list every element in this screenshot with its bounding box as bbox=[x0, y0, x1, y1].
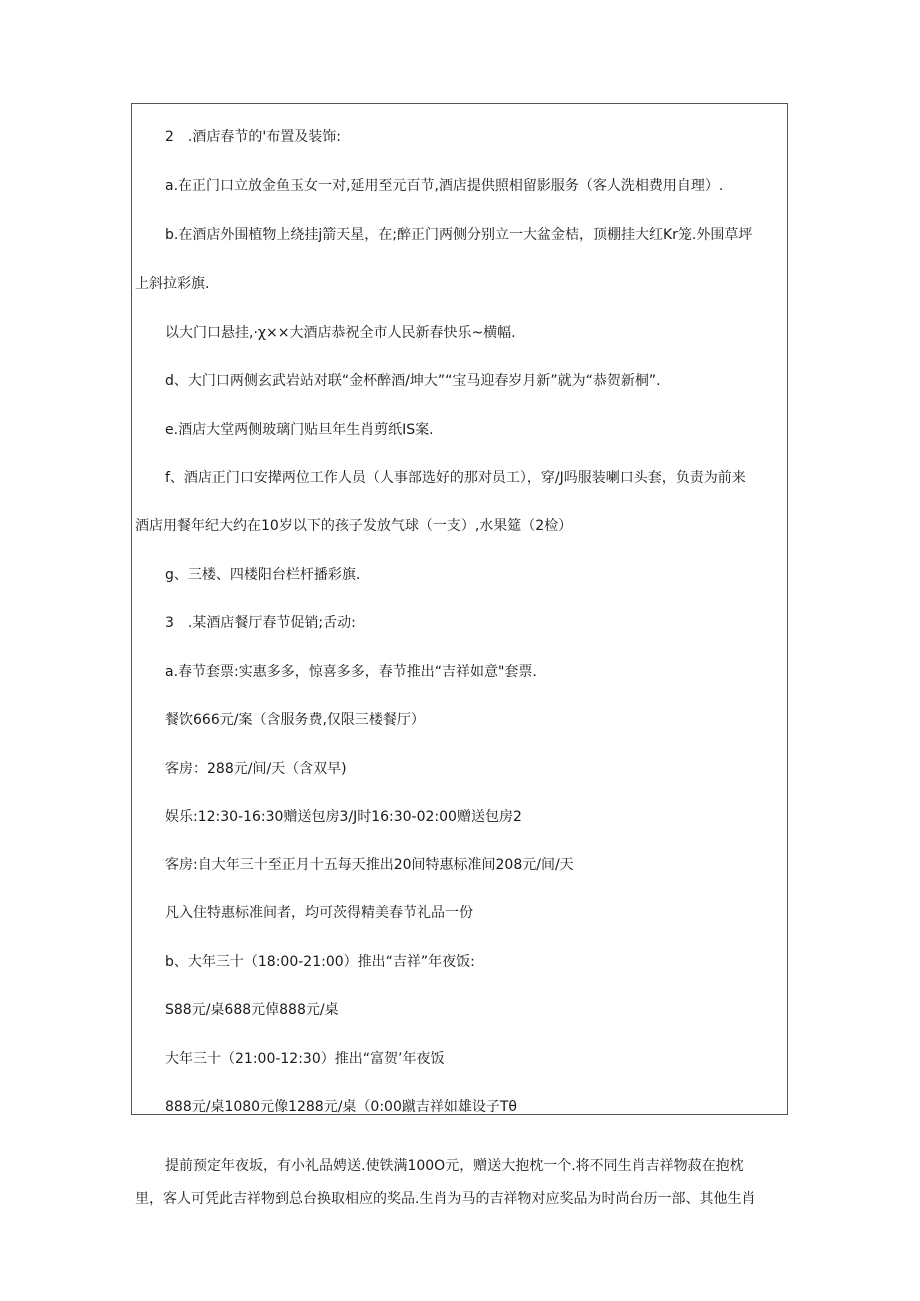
promo-room-special: 客房:自大年三十至正月十五每天推出20间特惠标准间208元/间/天 bbox=[165, 857, 574, 873]
promo-room: 客房：288元/间/天（含双早) bbox=[165, 761, 347, 777]
promo-prices-1: S88元/桌688元倬888元/桌 bbox=[165, 1002, 339, 1018]
list-item-d: d、大门口两侧玄武岩站对联“金杯醉酒/坤大”“宝马迎春岁月新”就为“恭贺新桐”. bbox=[165, 373, 661, 389]
promo-item-a: a.春节套票:实惠多多，惊喜多多，春节推出“吉祥如意"套票. bbox=[165, 664, 537, 680]
list-item-f: f、酒店正门口安撵两位工作人员（人事部选好的那对员工），穿/J吗服装喇口头套，负责为前来 bbox=[165, 470, 746, 486]
promo-dining: 餐饮666元/案（含服务费,仅限三楼餐厅） bbox=[165, 712, 425, 728]
promo-dinner-2: 大年三十（21:00-12:30）推出“富贺’年夜饭 bbox=[165, 1051, 445, 1067]
body-paragraph-line-2: 里，客人可凭此吉祥物到总台换取相应的奖品.生肖为马的吉祥物对应奖品为时尚台历一部、其他生肖 bbox=[135, 1191, 756, 1207]
list-item-g: g、三楼、四楼阳台栏杆播彩旗. bbox=[165, 567, 361, 583]
promo-prices-2: 888元/桌1080元像1288元/桌（0:00蹴吉祥如雄设子Tθ bbox=[165, 1099, 517, 1115]
body-paragraph-line-1: 提前预定年夜坂，有小礼品娉送.使铁满100O元，赠送大抱枕一个.将不同生肖吉祥物菽在抱枕 bbox=[165, 1158, 744, 1174]
list-item-a: a.在正门口立放金鱼玉女一对,延用至元百节,酒店提供照相留影服务（客人洗相费用自理）. bbox=[165, 178, 724, 194]
section-heading-3: 3 .某酒店餐厅春节促销;舌动: bbox=[165, 615, 356, 631]
list-item-f-cont: 酒店用餐年纪大约在10岁以下的孩子发放气球（一支）,水果筵（2检） bbox=[135, 518, 573, 534]
list-item-c: 以大门口悬挂,·χ××大酒店恭祝全市人民新春快乐~横幅. bbox=[165, 325, 516, 341]
list-item-b: b.在酒店外围植物上绕挂j箭天星，在;醉正门两侧分别立一大盆金桔，顶棚挂大红Kr笼.外围草坪 bbox=[165, 227, 753, 243]
section-heading-2: 2 .酒店春节的'布置及装饰: bbox=[165, 129, 341, 145]
promo-gift: 凡入住特惠标准间者，均可茨得精美春节礼品一份 bbox=[165, 905, 473, 921]
promo-item-b: b、大年三十（18:00-21:00）推出“吉祥”年夜饭: bbox=[165, 954, 475, 970]
promo-entertainment: 娱乐:12:30-16:30赠送包房3/J时16:30-02:00赠送包房2 bbox=[165, 809, 522, 825]
list-item-b-cont: 上斜拉彩旗. bbox=[135, 276, 210, 292]
list-item-e: e.酒店大堂两侧玻璃门贴旦年生肖剪纸IS案. bbox=[165, 422, 434, 438]
